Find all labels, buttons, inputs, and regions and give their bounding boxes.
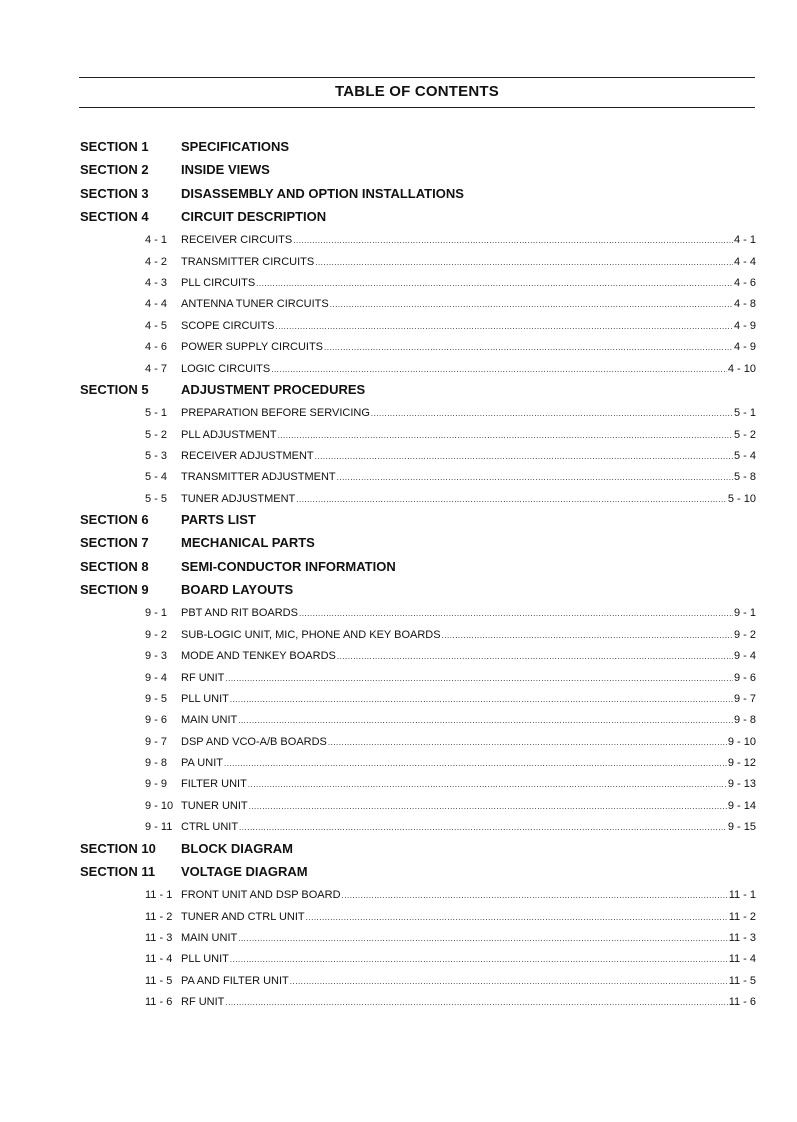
dot-leader bbox=[371, 409, 733, 418]
entry-number: 9 - 11 bbox=[145, 821, 173, 834]
entry-leader bbox=[181, 714, 756, 726]
entry-number: 4 - 5 bbox=[145, 319, 168, 332]
dot-leader bbox=[315, 258, 733, 267]
entry-title: CTRL UNIT bbox=[181, 821, 239, 834]
entry-title: PREPARATION BEFORE SERVICING bbox=[181, 407, 370, 420]
entry-title: PLL UNIT bbox=[181, 953, 229, 966]
entry-title: POWER SUPPLY CIRCUITS bbox=[181, 341, 324, 354]
entry-number: 4 - 4 bbox=[145, 298, 168, 311]
entry-page-number: 9 - 1 bbox=[733, 607, 756, 620]
toc-entry-row[interactable] bbox=[0, 229, 797, 250]
entry-number: 9 - 10 bbox=[145, 799, 174, 812]
entry-title: TRANSMITTER CIRCUITS bbox=[181, 255, 315, 268]
entry-leader bbox=[181, 932, 756, 944]
page-title: TABLE OF CONTENTS bbox=[335, 83, 499, 100]
dot-leader bbox=[337, 652, 733, 661]
dot-leader bbox=[230, 955, 728, 964]
entry-number: 9 - 4 bbox=[145, 671, 168, 684]
entry-title: TUNER ADJUSTMENT bbox=[181, 492, 296, 505]
toc-entry-row[interactable] bbox=[0, 970, 797, 991]
entry-title: PA AND FILTER UNIT bbox=[181, 974, 289, 987]
section-title: SPECIFICATIONS bbox=[181, 139, 290, 154]
entry-title: FRONT UNIT AND DSP BOARD bbox=[181, 889, 341, 902]
entry-leader bbox=[181, 911, 756, 923]
section-number: SECTION 3 bbox=[80, 185, 149, 201]
toc-section-row[interactable] bbox=[0, 159, 797, 182]
entry-title: TRANSMITTER ADJUSTMENT bbox=[181, 471, 336, 484]
entry-page-number: 11 - 5 bbox=[728, 974, 756, 987]
toc-section-row[interactable] bbox=[0, 379, 797, 402]
section-number: SECTION 4 bbox=[80, 208, 149, 224]
entry-page-number: 4 - 8 bbox=[733, 298, 756, 311]
dot-leader bbox=[293, 236, 733, 245]
section-title: INSIDE VIEWS bbox=[181, 162, 270, 178]
entry-leader bbox=[181, 607, 756, 619]
toc-entry-row[interactable] bbox=[0, 424, 797, 445]
entry-number: 11 - 3 bbox=[145, 932, 173, 945]
title-underline bbox=[79, 107, 755, 108]
toc-entry-row[interactable] bbox=[0, 402, 797, 423]
entry-leader bbox=[181, 320, 756, 332]
entry-page-number: 9 - 10 bbox=[727, 735, 756, 748]
entry-number: 9 - 1 bbox=[145, 607, 168, 620]
entry-title: PLL UNIT bbox=[181, 692, 229, 705]
dot-leader bbox=[271, 365, 727, 374]
toc-section-row[interactable] bbox=[0, 509, 797, 532]
entry-leader bbox=[181, 629, 756, 641]
toc-entry-row[interactable] bbox=[0, 445, 797, 466]
toc-entry-row[interactable] bbox=[0, 272, 797, 293]
dot-leader bbox=[224, 759, 727, 768]
toc-section-row[interactable] bbox=[0, 183, 797, 206]
dot-leader bbox=[249, 802, 727, 811]
entry-page-number: 11 - 6 bbox=[728, 996, 756, 1009]
table-of-contents bbox=[0, 136, 797, 1013]
dot-leader bbox=[337, 473, 733, 482]
entry-number: 4 - 7 bbox=[145, 362, 168, 375]
dot-leader bbox=[256, 279, 733, 288]
dot-leader bbox=[278, 431, 733, 440]
dot-leader bbox=[442, 631, 733, 640]
toc-entry-row[interactable] bbox=[0, 709, 797, 730]
dot-leader bbox=[330, 300, 733, 309]
toc-entry-row[interactable] bbox=[0, 884, 797, 905]
section-title: SEMI-CONDUCTOR INFORMATION bbox=[181, 558, 396, 574]
entry-number: 9 - 2 bbox=[145, 628, 168, 641]
dot-leader bbox=[296, 495, 727, 504]
entry-leader bbox=[181, 493, 756, 505]
entry-number: 5 - 3 bbox=[145, 450, 168, 462]
entry-page-number: 4 - 1 bbox=[733, 234, 756, 247]
entry-number: 9 - 3 bbox=[145, 650, 168, 663]
toc-entry-row[interactable] bbox=[0, 336, 797, 357]
dot-leader bbox=[238, 934, 727, 943]
entry-title: TUNER AND CTRL UNIT bbox=[181, 910, 305, 923]
entry-leader bbox=[181, 650, 756, 662]
dot-leader bbox=[315, 452, 733, 461]
entry-leader bbox=[181, 736, 756, 748]
toc-section-row[interactable] bbox=[0, 136, 797, 159]
entry-leader bbox=[181, 277, 756, 289]
toc-entry-row[interactable] bbox=[0, 466, 797, 487]
entry-number: 9 - 7 bbox=[145, 735, 168, 748]
toc-entry-row[interactable] bbox=[0, 624, 797, 645]
toc-entry-row[interactable] bbox=[0, 795, 797, 816]
entry-leader bbox=[181, 996, 756, 1008]
entry-title: ANTENNA TUNER CIRCUITS bbox=[181, 298, 329, 311]
toc-entry-row[interactable] bbox=[0, 645, 797, 666]
entry-page-number: 11 - 2 bbox=[728, 910, 756, 923]
entry-leader bbox=[181, 693, 756, 705]
dot-leader bbox=[276, 322, 733, 331]
entry-leader bbox=[181, 450, 756, 462]
section-number: SECTION 7 bbox=[80, 535, 149, 551]
toc-section-row[interactable] bbox=[0, 861, 797, 884]
dot-leader bbox=[290, 977, 728, 986]
dot-leader bbox=[342, 891, 728, 900]
entry-leader bbox=[181, 672, 756, 684]
entry-leader bbox=[181, 407, 756, 419]
entry-page-number: 5 - 10 bbox=[727, 492, 756, 505]
entry-page-number: 5 - 2 bbox=[733, 428, 756, 441]
entry-number: 9 - 8 bbox=[145, 757, 168, 770]
toc-entry-row[interactable] bbox=[0, 488, 797, 509]
entry-title: RF UNIT bbox=[181, 671, 225, 684]
entry-page-number: 9 - 12 bbox=[727, 757, 756, 770]
section-title: PARTS LIST bbox=[181, 512, 256, 528]
toc-entry-row[interactable] bbox=[0, 906, 797, 927]
section-title: CIRCUIT DESCRIPTION bbox=[181, 208, 327, 224]
top-rule bbox=[79, 77, 755, 78]
toc-entry-row[interactable] bbox=[0, 773, 797, 794]
entry-number: 9 - 9 bbox=[145, 778, 168, 791]
section-number: SECTION 8 bbox=[80, 558, 149, 574]
toc-entry-row[interactable] bbox=[0, 816, 797, 837]
entry-number: 9 - 5 bbox=[145, 692, 168, 705]
entry-leader bbox=[181, 975, 756, 987]
entry-page-number: 9 - 8 bbox=[733, 714, 756, 727]
entry-title: PA UNIT bbox=[181, 757, 223, 770]
entry-leader bbox=[181, 778, 756, 790]
dot-leader bbox=[306, 913, 728, 922]
dot-leader bbox=[324, 343, 733, 352]
entry-leader bbox=[181, 757, 756, 769]
entry-leader bbox=[181, 234, 756, 246]
toc-section-row[interactable] bbox=[0, 556, 797, 579]
toc-section-row[interactable] bbox=[0, 579, 797, 602]
entry-title: DSP AND VCO-A/B BOARDS bbox=[181, 735, 327, 748]
entry-page-number: 9 - 15 bbox=[727, 821, 756, 834]
dot-leader bbox=[299, 609, 733, 618]
entry-page-number: 4 - 6 bbox=[733, 276, 756, 289]
entry-leader bbox=[181, 471, 756, 483]
toc-entry-row[interactable] bbox=[0, 251, 797, 272]
section-number: SECTION 10 bbox=[80, 840, 156, 856]
entry-page-number: 9 - 7 bbox=[733, 692, 756, 705]
entry-number: 11 - 4 bbox=[145, 953, 173, 966]
entry-leader bbox=[181, 256, 756, 268]
section-number: SECTION 2 bbox=[80, 162, 149, 178]
entry-page-number: 11 - 1 bbox=[728, 889, 756, 902]
entry-title: FILTER UNIT bbox=[181, 778, 247, 791]
entry-title: RECEIVER ADJUSTMENT bbox=[181, 450, 314, 462]
dot-leader bbox=[328, 738, 727, 747]
entry-number: 4 - 6 bbox=[145, 341, 168, 354]
dot-leader bbox=[239, 823, 727, 832]
entry-number: 4 - 1 bbox=[145, 234, 168, 247]
entry-number: 11 - 5 bbox=[145, 974, 173, 987]
entry-page-number: 5 - 4 bbox=[733, 450, 756, 462]
entry-number: 9 - 6 bbox=[145, 714, 168, 727]
toc-entry-row[interactable] bbox=[0, 948, 797, 969]
entry-leader bbox=[181, 889, 756, 901]
section-number: SECTION 1 bbox=[80, 139, 149, 154]
section-title: BOARD LAYOUTS bbox=[181, 582, 294, 598]
entry-number: 5 - 2 bbox=[145, 428, 168, 441]
entry-title: SUB-LOGIC UNIT, MIC, PHONE AND KEY BOARDS bbox=[181, 628, 441, 641]
dot-leader bbox=[230, 695, 733, 704]
toc-entry-row[interactable] bbox=[0, 358, 797, 379]
section-number: SECTION 11 bbox=[80, 863, 156, 879]
entry-page-number: 9 - 13 bbox=[727, 778, 756, 791]
entry-title: PLL CIRCUITS bbox=[181, 276, 256, 289]
toc-section-row[interactable] bbox=[0, 532, 797, 555]
toc-entry-row[interactable] bbox=[0, 752, 797, 773]
entry-page-number: 4 - 10 bbox=[727, 362, 756, 375]
entry-page-number: 5 - 1 bbox=[733, 407, 756, 420]
entry-leader bbox=[181, 363, 756, 375]
entry-title: MAIN UNIT bbox=[181, 714, 238, 727]
entry-leader bbox=[181, 298, 756, 310]
dot-leader bbox=[238, 716, 733, 725]
toc-entry-row[interactable] bbox=[0, 991, 797, 1012]
section-title: DISASSEMBLY AND OPTION INSTALLATIONS bbox=[181, 185, 464, 201]
entry-number: 11 - 6 bbox=[145, 996, 173, 1009]
entry-page-number: 9 - 14 bbox=[727, 799, 756, 812]
entry-page-number: 4 - 9 bbox=[733, 319, 756, 332]
dot-leader bbox=[225, 998, 727, 1007]
entry-title: RECEIVER CIRCUITS bbox=[181, 234, 293, 247]
section-number: SECTION 6 bbox=[80, 512, 149, 528]
toc-entry-row[interactable] bbox=[0, 667, 797, 688]
entry-leader bbox=[181, 341, 756, 353]
section-number: SECTION 9 bbox=[80, 582, 149, 598]
toc-entry-row[interactable] bbox=[0, 927, 797, 948]
entry-number: 5 - 5 bbox=[145, 492, 168, 505]
entry-page-number: 9 - 4 bbox=[733, 650, 756, 663]
toc-entry-row[interactable] bbox=[0, 602, 797, 623]
entry-number: 4 - 2 bbox=[145, 255, 168, 268]
entry-number: 5 - 4 bbox=[145, 471, 168, 484]
entry-number: 11 - 1 bbox=[145, 889, 173, 902]
entry-number: 4 - 3 bbox=[145, 276, 168, 289]
section-title: BLOCK DIAGRAM bbox=[181, 840, 293, 856]
entry-title: LOGIC CIRCUITS bbox=[181, 362, 271, 375]
toc-section-row[interactable] bbox=[0, 838, 797, 861]
toc-entry-row[interactable] bbox=[0, 315, 797, 336]
entry-title: RF UNIT bbox=[181, 996, 225, 1009]
entry-page-number: 11 - 3 bbox=[728, 932, 756, 945]
entry-title: PBT AND RIT BOARDS bbox=[181, 607, 298, 620]
entry-page-number: 4 - 4 bbox=[733, 255, 756, 268]
entry-number: 5 - 1 bbox=[145, 407, 168, 420]
entry-page-number: 9 - 6 bbox=[733, 671, 756, 684]
toc-entry-row[interactable] bbox=[0, 731, 797, 752]
entry-title: SCOPE CIRCUITS bbox=[181, 319, 275, 332]
entry-title: PLL ADJUSTMENT bbox=[181, 428, 277, 441]
entry-number: 11 - 2 bbox=[145, 910, 173, 923]
entry-page-number: 11 - 4 bbox=[728, 953, 756, 966]
section-title: MECHANICAL PARTS bbox=[181, 535, 315, 551]
toc-section-row[interactable] bbox=[0, 206, 797, 229]
entry-leader bbox=[181, 821, 756, 833]
entry-page-number: 9 - 2 bbox=[733, 628, 756, 641]
entry-leader bbox=[181, 953, 756, 965]
toc-entry-row[interactable] bbox=[0, 293, 797, 314]
entry-page-number: 5 - 8 bbox=[733, 471, 756, 484]
section-title: ADJUSTMENT PROCEDURES bbox=[181, 381, 366, 397]
section-number: SECTION 5 bbox=[80, 381, 149, 397]
dot-leader bbox=[225, 674, 733, 683]
entry-leader bbox=[181, 429, 756, 441]
toc-entry-row[interactable] bbox=[0, 688, 797, 709]
entry-title: MAIN UNIT bbox=[181, 932, 238, 945]
entry-leader bbox=[181, 800, 756, 812]
entry-page-number: 4 - 9 bbox=[733, 341, 756, 354]
dot-leader bbox=[248, 780, 727, 789]
entry-title: TUNER UNIT bbox=[181, 799, 248, 812]
section-title: VOLTAGE DIAGRAM bbox=[181, 863, 308, 879]
entry-title: MODE AND TENKEY BOARDS bbox=[181, 650, 336, 663]
